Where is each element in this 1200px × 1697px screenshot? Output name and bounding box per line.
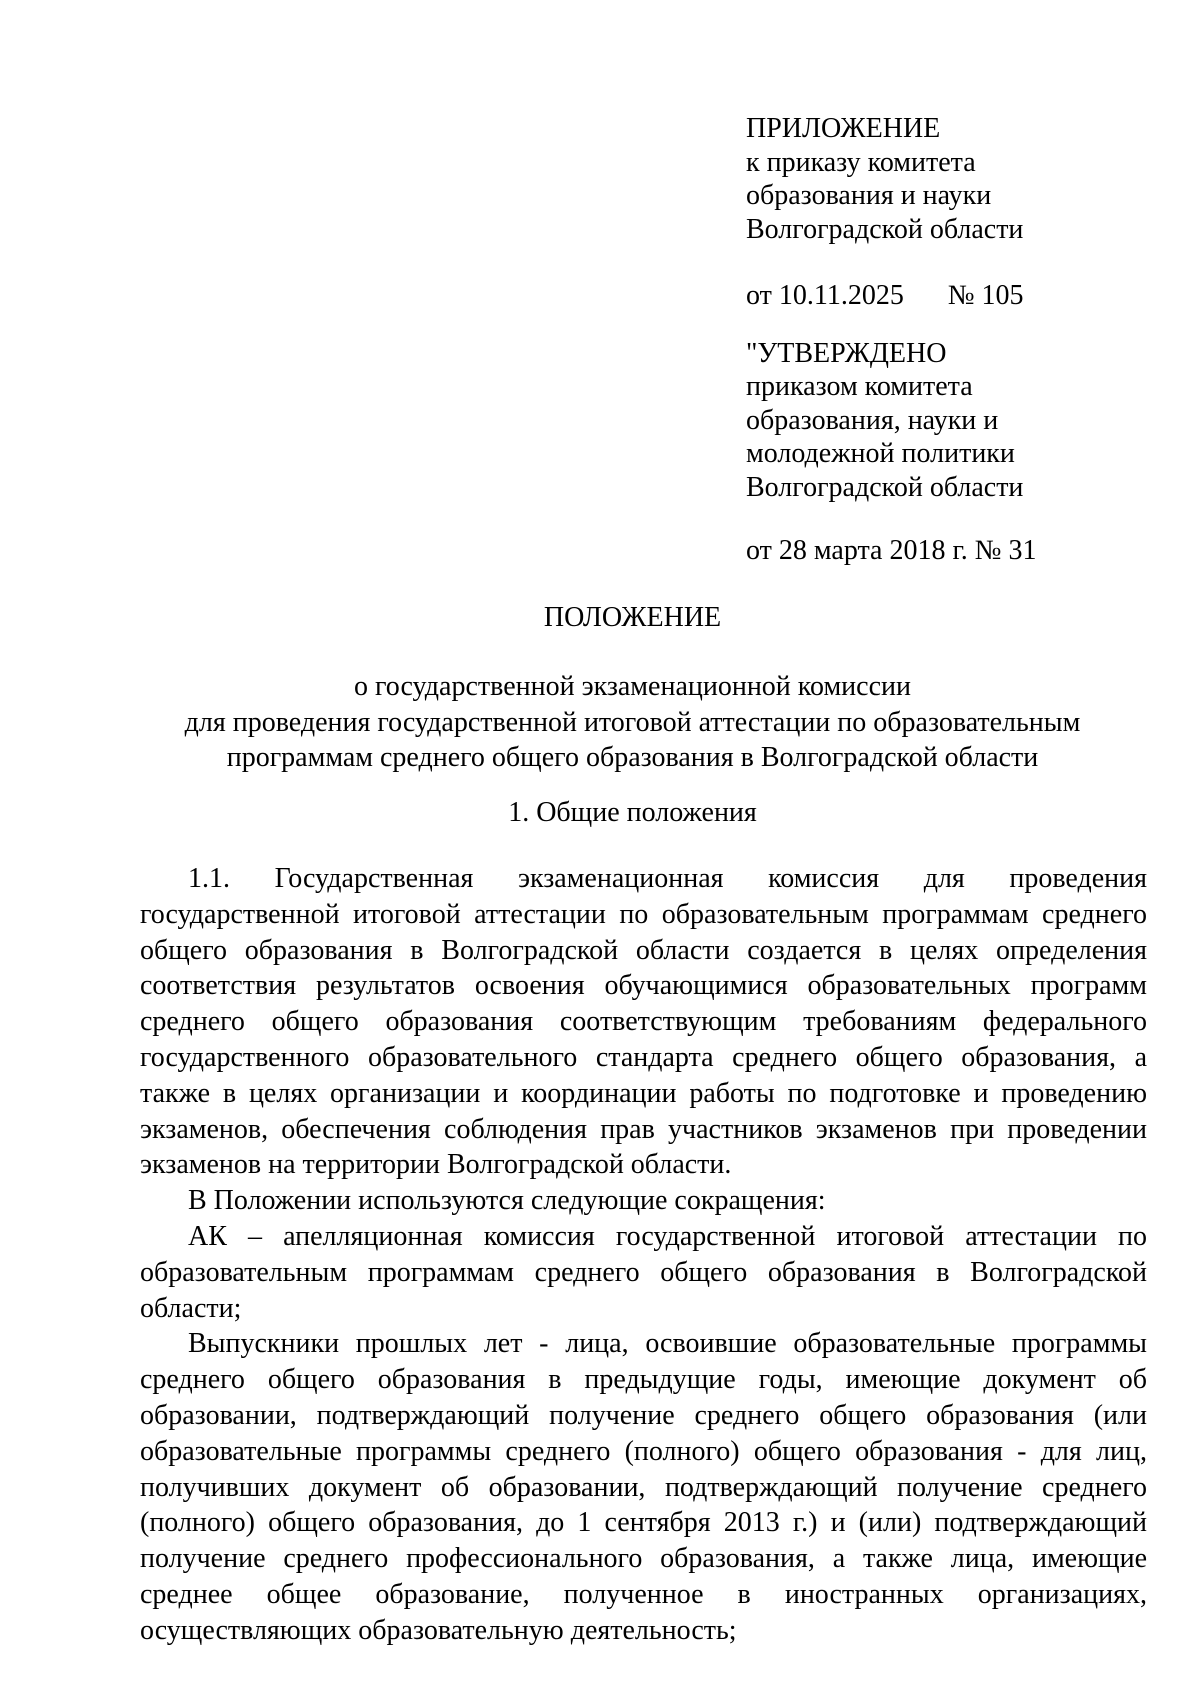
approved-date-number: от 28 марта 2018 г. № 31 — [746, 535, 1037, 566]
appendix-number: № 105 — [947, 280, 1024, 311]
paragraph: Выпускники прошлых лет - лица, освоившие образовательные программы среднего общего образования в предыдущие годы, имеющие документ об образовании, подтверждающий получение среднего общего образования (или образовательные программы среднего (полного) общего образования - для лиц, получивших документ об образовании, подтверждающий получение среднего (полного) общего образования, до 1 сентября 2013 г.) и (или) подтверждающий получение среднего профессионального образования, а также лица, имеющие среднее общее образование, полученное в иностранных организациях, осуществляющих образовательную деятельность; — [140, 1328, 1147, 1646]
document-body — [140, 861, 1147, 1649]
appendix-line: Волгоградской области — [746, 213, 1024, 245]
appendix-date-line — [746, 279, 1146, 313]
approved-line: Волгоградской области — [746, 471, 1024, 503]
subtitle-line: о государственной экзаменационной комиссии — [354, 671, 911, 702]
paragraph: 1.1. Государственная экзаменационная комиссия для проведения государственной итоговой аттестации по образовательным программам среднего общего образования в Волгоградской области создается в целях определения соответствия результатов освоения обучающимися образовательных программ среднего общего образования соответствующим требованиям федерального государственного образовательного стандарта среднего общего образования, а также в целях организации и координации работы по подготовке и проведению экзаменов, обеспечения соблюдения прав участников экзаменов при проведении экзаменов на территории Волгоградской области. — [140, 863, 1147, 1181]
appendix-title: ПРИЛОЖЕНИЕ — [746, 113, 941, 144]
approved-line: приказом комитета — [746, 371, 973, 402]
paragraph: АК – апелляционная комиссия государственной итоговой аттестации по образовательным программам среднего общего образования в Волгоградской области; — [140, 1220, 1147, 1324]
subtitle-line: для проведения государственной итоговой аттестации по образовательным — [184, 706, 1081, 738]
document-subtitle — [140, 669, 1125, 776]
approved-title: "УТВЕРЖДЕНО — [746, 337, 947, 369]
appendix-date: от 10.11.2025 — [746, 280, 904, 311]
section-heading: 1. Общие положения — [508, 797, 757, 828]
subtitle-line: программам среднего общего образования в Волгоградской области — [226, 742, 1039, 773]
approved-line: образования, науки и — [746, 404, 999, 436]
appendix-line: образования и науки — [746, 180, 992, 211]
paragraph: В Положении используются следующие сокращения: — [188, 1185, 826, 1217]
appendix-block — [746, 112, 1146, 568]
approved-line: молодежной политики — [746, 438, 1015, 469]
appendix-line: к приказу комитета — [746, 146, 976, 178]
document-title: ПОЛОЖЕНИЕ — [543, 602, 722, 633]
